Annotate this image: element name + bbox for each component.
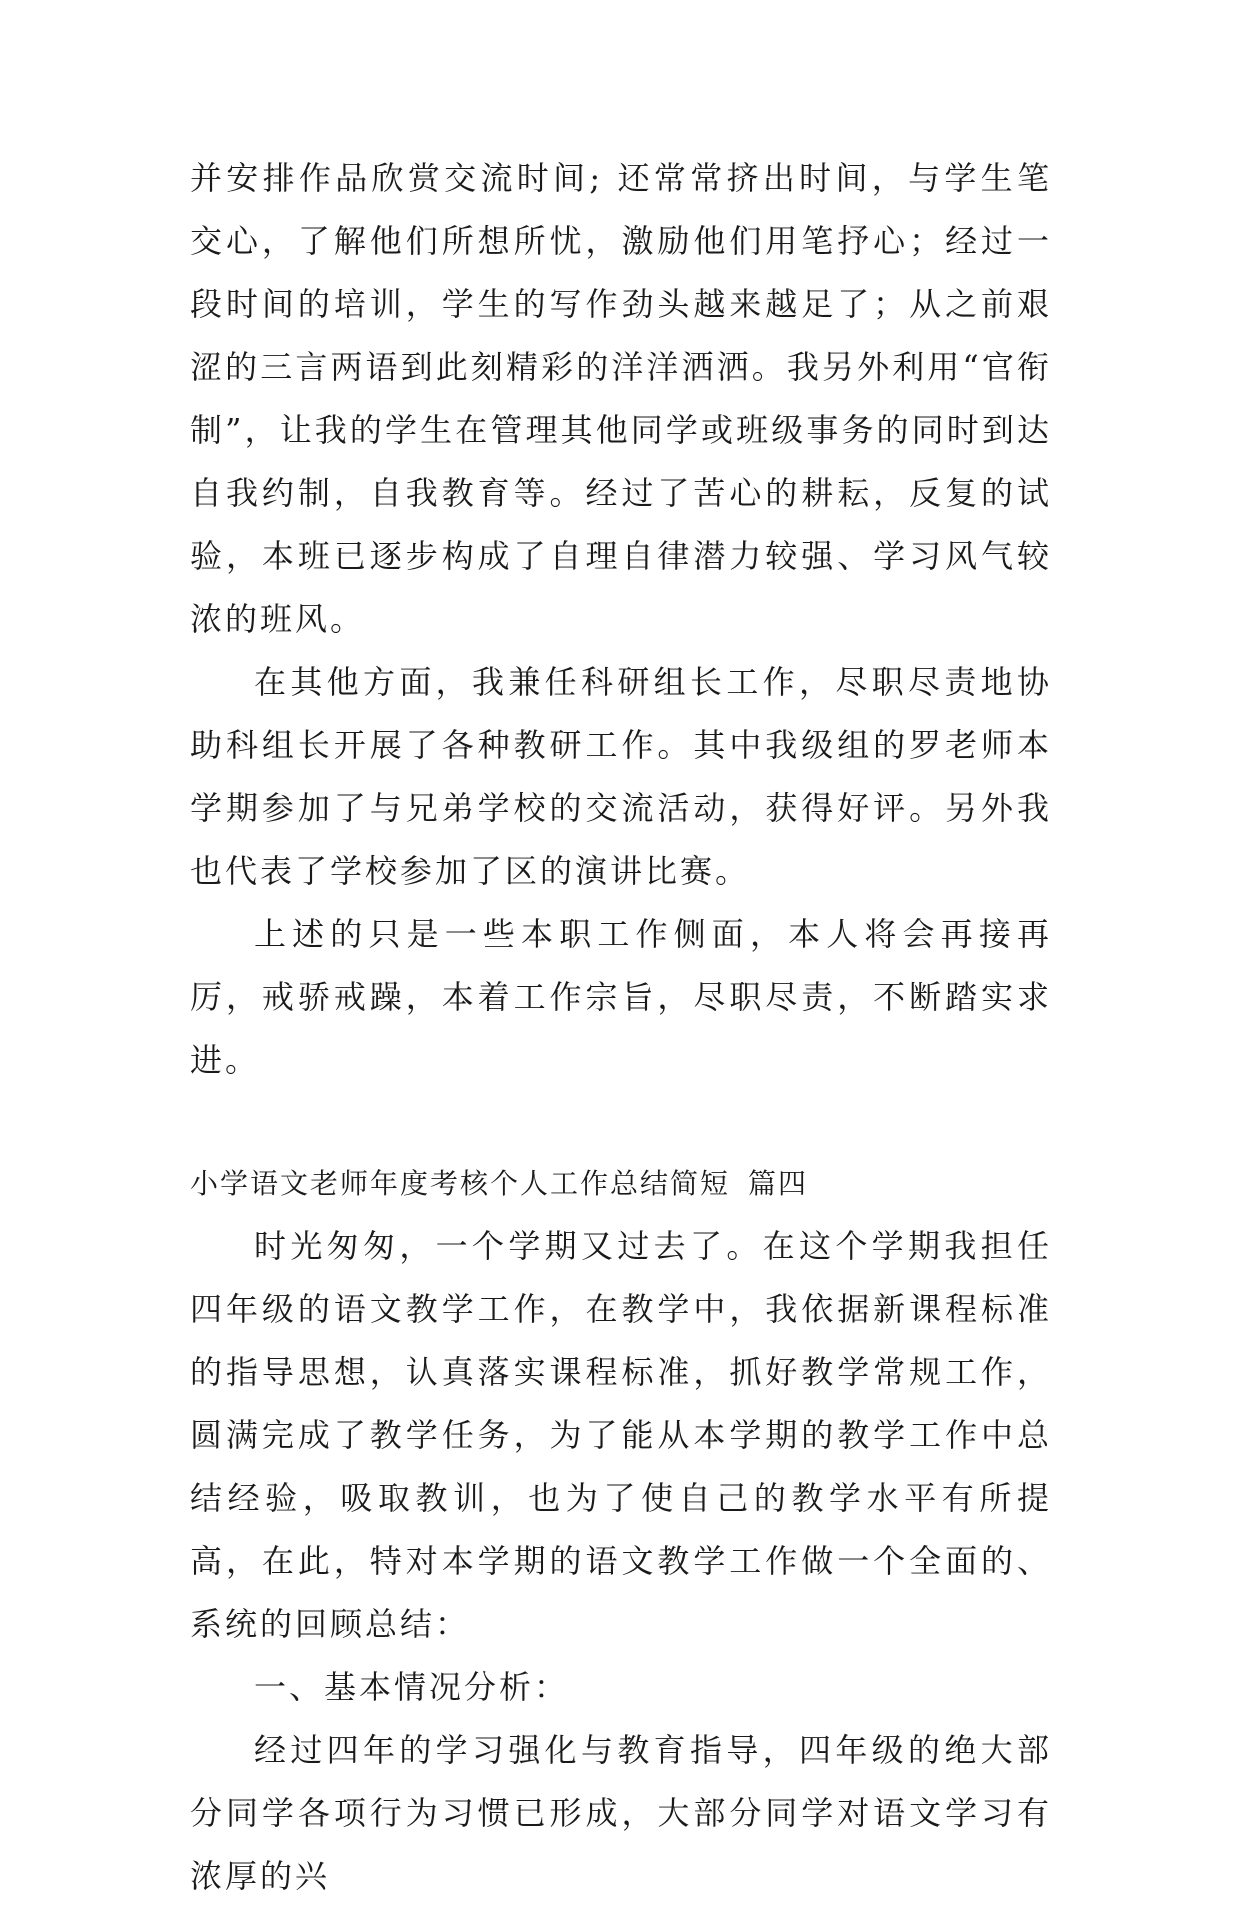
- paragraph-4: 时光匆匆，一个学期又过去了。在这个学期我担任四年级的语文教学工作，在教学中，我依据新课程标准的指导思想，认真落实课程标准，抓好教学常规工作，圆满完成了教学任务，为了能从本学期的教学工作中总结经验，吸取教训，也为了使自己的教学水平有所提高，在此，特对本学期的语文教学工作做一个全面的、系统的回顾总结：: [190, 1227, 1052, 1643]
- paragraph-3: 上述的只是一些本职工作侧面，本人将会再接再厉，戒骄戒躁，本着工作宗旨，尽职尽责，不断踏实求进。: [190, 915, 1052, 1079]
- section-heading: [190, 1152, 1052, 1215]
- paragraph-1: 并安排作品欣赏交流时间; 还常常挤出时间，与学生笔交心，了解他们所想所忧，激励他们用笔抒心；经过一段时间的培训，学生的写作劲头越来越足了；从之前艰涩的三言两语到此刻精彩的洋洋洒洒。我另外利用“官衔制”，让我的学生在管理其他同学或班级事务的同时到达自我约制，自我教育等。经过了苦心的耕耘，反复的试验，本班已逐步构成了自理自律潜力较强、学习风气较浓的班风。: [190, 159, 1052, 638]
- section-part-label: 篇四: [748, 1167, 809, 1200]
- subheading-basic-analysis: 一、基本情况分析：: [254, 1668, 570, 1706]
- paragraph-2: 在其他方面，我兼任科研组长工作，尽职尽责地协助科组长开展了各种教研工作。其中我级组的罗老师本学期参加了与兄弟学校的交流活动，获得好评。另外我也代表了学校参加了区的演讲比赛。: [190, 663, 1052, 890]
- section-title: 小学语文老师年度考核个人工作总结简短: [190, 1167, 731, 1200]
- paragraph-5: 经过四年的学习强化与教育指导，四年级的绝大部分同学各项行为习惯已形成，大部分同学对语文学习有浓厚的兴: [190, 1731, 1052, 1895]
- document-page: [190, 147, 1052, 1908]
